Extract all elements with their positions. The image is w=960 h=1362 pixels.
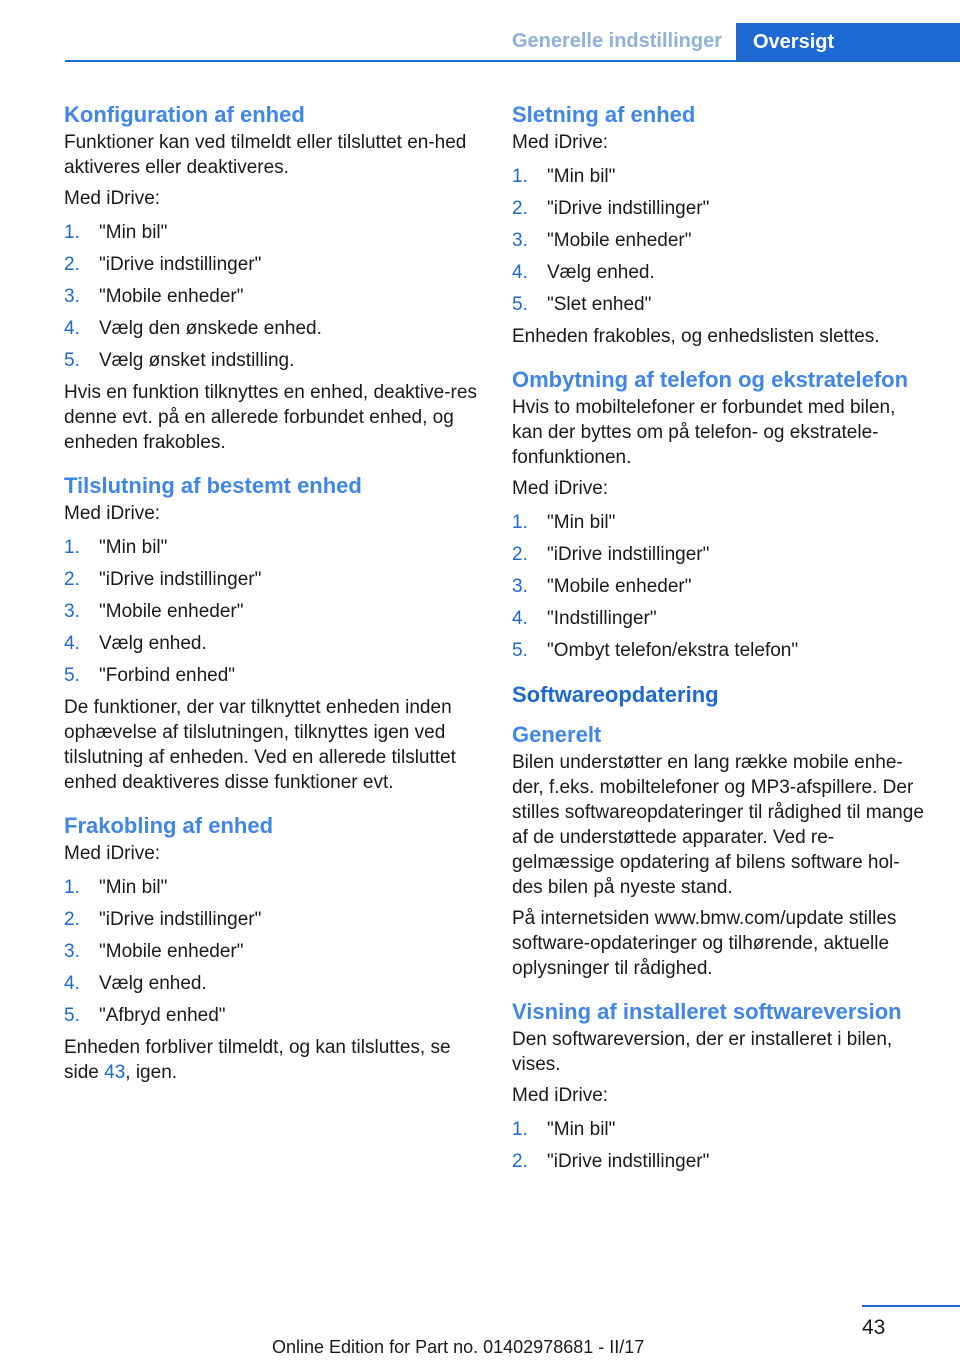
list-item: 5. "Ombyt telefon/ekstra telefon" <box>512 640 799 661</box>
paragraph: Med iDrive: <box>64 188 161 209</box>
list-item: 4. "Indstillinger" <box>512 608 657 629</box>
page-header <box>0 0 960 62</box>
list-item: 3. "Mobile enheder" <box>64 941 244 962</box>
paragraph: Med iDrive: <box>512 1085 609 1106</box>
paragraph: Bilen understøtter en lang række mobile enhe‐der, f.eks. mobiltelefoner og MP3-afspillere. Der stilles softwareopdateringer til rådighed til mange af de understøttede apparater. Ved re‐gelmæssige opdatering af bilens software hol‐des bilen på nyeste stand. <box>512 752 924 898</box>
footer-divider <box>862 1305 960 1307</box>
steps-list <box>512 1114 927 1178</box>
list-item: 4. Vælg enhed. <box>64 973 207 994</box>
tab-oversigt[interactable] <box>736 23 960 60</box>
list-item: 2. "iDrive indstillinger" <box>64 909 262 930</box>
steps-list <box>64 872 484 1032</box>
list-item: 2. "iDrive indstillinger" <box>64 569 262 590</box>
paragraph: Med iDrive: <box>64 843 161 864</box>
list-item: 2. "iDrive indstillinger" <box>512 198 710 219</box>
paragraph: Enheden forbliver tilmeldt, og kan tilsluttes, se side 43, igen. <box>64 1037 451 1083</box>
heading-visning: Visning af installeret softwareversion <box>512 999 902 1024</box>
heading-sletning: Sletning af enhed <box>512 102 696 127</box>
heading-ombytning: Ombytning af telefon og ekstratelefon <box>512 367 909 392</box>
list-item: 3. "Mobile enheder" <box>512 230 692 251</box>
list-item: 3. "Mobile enheder" <box>64 286 244 307</box>
heading-tilslutning: Tilslutning af bestemt enhed <box>64 473 362 498</box>
heading-generelt: Generelt <box>512 722 602 747</box>
page-number: 43 <box>862 1316 886 1339</box>
list-item: 1. "Min bil" <box>64 877 168 898</box>
list-item: 1. "Min bil" <box>512 1119 616 1140</box>
list-item: 5. "Slet enhed" <box>512 294 652 315</box>
list-item: 5. Vælg ønsket indstilling. <box>64 350 295 371</box>
list-item: 4. Vælg enhed. <box>64 633 207 654</box>
tab-label: Oversigt <box>753 31 835 53</box>
heading-konfiguration: Konfiguration af enhed <box>64 102 305 127</box>
heading-softwareopdatering: Softwareopdatering <box>512 682 719 707</box>
paragraph: Hvis en funktion tilknyttes en enhed, deaktive‐res denne evt. på en allerede forbundet enhed, og enheden frakobles. <box>64 382 477 453</box>
paragraph: Med iDrive: <box>512 478 609 499</box>
list-item: 1. "Min bil" <box>512 166 616 187</box>
paragraph: Funktioner kan ved tilmeldt eller tilsluttet en‐hed aktiveres eller deaktiveres. <box>64 132 467 178</box>
list-item: 2. "iDrive indstillinger" <box>64 254 262 275</box>
page-link[interactable]: 43 <box>104 1062 126 1083</box>
list-item: 2. "iDrive indstillinger" <box>512 1151 710 1172</box>
paragraph: Med iDrive: <box>512 132 609 153</box>
steps-list <box>512 161 927 321</box>
edition-note: Online Edition for Part no. 01402978681 - II/17 <box>272 1337 645 1357</box>
steps-list <box>64 217 484 377</box>
heading-frakobling: Frakobling af enhed <box>64 813 274 838</box>
paragraph: Den softwareversion, der er installeret i bilen, vises. <box>512 1029 893 1075</box>
paragraph: Med iDrive: <box>64 503 161 524</box>
list-item: 3. "Mobile enheder" <box>64 601 244 622</box>
left-column <box>64 100 484 1091</box>
section-title: Generelle indstillinger <box>511 30 722 52</box>
list-item: 5. "Forbind enhed" <box>64 665 236 686</box>
right-column <box>512 100 927 1181</box>
paragraph: De funktioner, der var tilknyttet enheden inden ophævelse af tilslutningen, tilknyttes igen ved tilslutning af enheden. Ved en allerede tilsluttet enhed deaktiveres disse funktioner evt. <box>64 697 456 793</box>
paragraph: På internetsiden www.bmw.com/update stilles software-opdateringer og tilhørende, aktuelle oplysninger til rådighed. <box>512 908 897 979</box>
steps-list <box>512 507 927 667</box>
list-item: 5. "Afbryd enhed" <box>64 1005 226 1026</box>
list-item: 1. "Min bil" <box>64 537 168 558</box>
list-item: 4. Vælg enhed. <box>512 262 655 283</box>
paragraph: Enheden frakobles, og enhedslisten slettes. <box>512 326 880 347</box>
list-item: 2. "iDrive indstillinger" <box>512 544 710 565</box>
list-item: 4. Vælg den ønskede enhed. <box>64 318 322 339</box>
steps-list <box>64 532 484 692</box>
paragraph: Hvis to mobiltelefoner er forbundet med bilen, kan der byttes om på telefon- og ekstratele‐fonfunktionen. <box>512 397 896 468</box>
list-item: 1. "Min bil" <box>512 512 616 533</box>
list-item: 3. "Mobile enheder" <box>512 576 692 597</box>
list-item: 1. "Min bil" <box>64 222 168 243</box>
header-divider <box>65 60 960 62</box>
